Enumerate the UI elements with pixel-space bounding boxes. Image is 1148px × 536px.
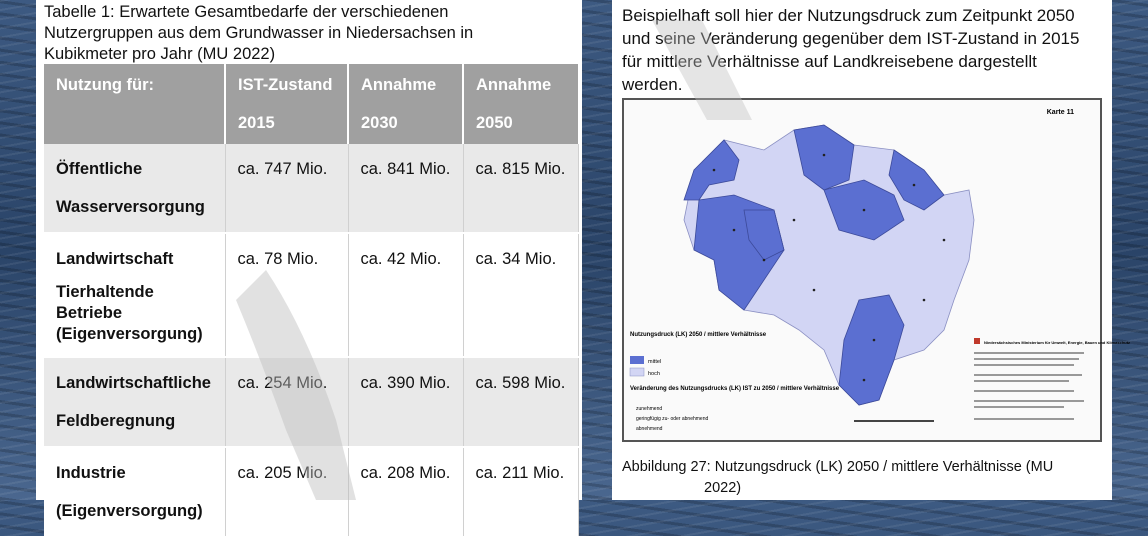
value-2050: ca. 34 Mio.: [463, 233, 578, 357]
ministry-name: Niedersächsisches Ministerium für Umwelt, Energie, Bauen und Klimaschutz: [984, 340, 1131, 345]
table-row: [44, 447, 578, 536]
value-2050: ca. 598 Mio.: [463, 357, 578, 447]
intro-paragraph: Beispielhaft soll hier der Nutzungsdruck zum Zeitpunkt 2050 und seine Veränderung gegenüber dem IST-Zustand in 2015 für mittlere Verhältnisse auf Landkreisebene dargestellt werden.: [622, 6, 1080, 94]
change-item: zunehmend: [636, 406, 663, 412]
demand-table: [44, 64, 579, 536]
value-2030: ca. 208 Mio.: [348, 447, 463, 536]
value-2015: ca. 747 Mio.: [225, 144, 348, 233]
legend-swatch-mittel: [630, 356, 644, 364]
map-title: Karte 11: [1046, 109, 1074, 116]
value-2030: ca. 841 Mio.: [348, 144, 463, 233]
row-label: Landwirtschaftliche Feldberegnung: [44, 357, 225, 447]
row-label: Öffentliche Wasserversorgung: [44, 144, 225, 233]
header-annahme-2030: Annahme 2030: [348, 64, 463, 144]
value-2015: ca. 254 Mio.: [225, 357, 348, 447]
table-row: [44, 357, 578, 447]
change-item: abnehmend: [636, 426, 663, 432]
legend-label-hoch: hoch: [648, 371, 660, 377]
value-2015: ca. 205 Mio.: [225, 447, 348, 536]
table-row: [44, 144, 578, 233]
header-usage: Nutzung für:: [44, 64, 225, 144]
lower-saxony-map: [624, 100, 1131, 440]
value-2030: ca. 390 Mio.: [348, 357, 463, 447]
value-2030: ca. 42 Mio.: [348, 233, 463, 357]
header-annahme-2050: Annahme 2050: [463, 64, 578, 144]
left-page: [36, 0, 582, 520]
legend-swatch-hoch: [630, 368, 644, 376]
map-figure: [622, 98, 1131, 442]
row-label: Landwirtschaft Tierhaltende Betriebe (Eigenversorgung): [44, 233, 225, 357]
table-caption: Tabelle 1: Erwartete Gesamtbedarfe der verschiedenen Nutzergruppen aus dem Grundwasser in Niedersachsen in Kubikmeter pro Jahr (MU 2022): [44, 3, 474, 63]
scale-bar: [854, 420, 934, 422]
table-row: [44, 233, 578, 357]
legend-label-mittel: mittel: [648, 359, 662, 365]
legend-title: Nutzungsdruck (LK) 2050 / mittlere Verhältnisse: [630, 332, 767, 338]
value-2050: ca. 211 Mio.: [463, 447, 578, 536]
right-page: [612, 0, 1131, 500]
table-header-row: [44, 64, 578, 144]
change-item: geringfügig zu- oder abnehmend: [636, 416, 709, 422]
change-legend-title: Veränderung des Nutzungsdrucks (LK) IST zu 2050 / mittlere Verhältnisse: [630, 386, 840, 392]
header-ist-2015: IST-Zustand 2015: [225, 64, 348, 144]
value-2015: ca. 78 Mio.: [225, 233, 348, 357]
figure-caption: Abbildung 27: Nutzungsdruck (LK) 2050 / mittlere Verhältnisse (MU 2022): [622, 459, 1054, 496]
value-2050: ca. 815 Mio.: [463, 144, 578, 233]
fine-print: [974, 352, 1084, 420]
ministry-logo-icon: [974, 338, 980, 344]
row-label: Industrie (Eigenversorgung): [44, 447, 225, 536]
